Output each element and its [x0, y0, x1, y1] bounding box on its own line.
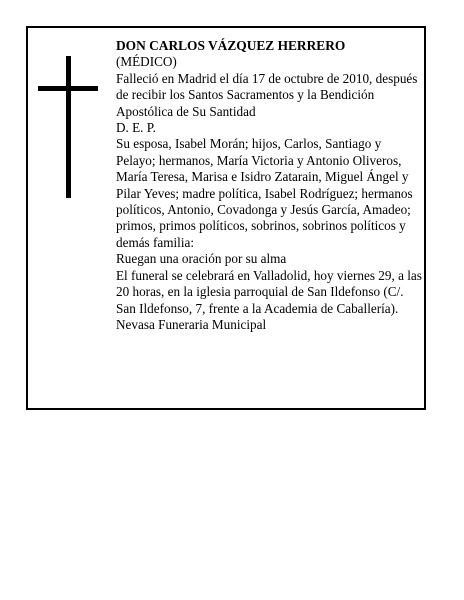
death-info: Falleció en Madrid el día 17 de octubre de 2010, después de recibir los Santos Sacramentos y la Bendición Apostólica de Su Santidad [116, 70, 418, 119]
family-list: Su esposa, Isabel Morán; hijos, Carlos, Santiago y Pelayo; hermanos, María Victoria y Antonio Oliveros, María Teresa, Marisa e Isidro Zatarain, Miguel Ángel y Pilar Yeves; madre política, Isabel Rodríguez; hermanos políticos, Antonio, Covadonga y Jesús García, Amadeo; primos, primos políticos, sobrinos, sobrinos políticos y demás familia: [116, 136, 413, 250]
deceased-name: DON CARLOS VÁZQUEZ HERRERO [116, 38, 346, 53]
cross-vertical-bar [66, 56, 71, 198]
rip-text: D. E. P. [116, 120, 156, 136]
prayer-request: Ruegan una oración por su alma [116, 251, 287, 267]
notice-text [116, 38, 422, 333]
deceased-profession: (MÉDICO) [116, 54, 177, 70]
funeral-home: Nevasa Funeraria Municipal [116, 316, 267, 332]
obituary-notice [26, 26, 426, 410]
latin-cross-icon [38, 56, 98, 198]
funeral-info: El funeral se celebrará en Valladolid, hoy viernes 29, a las 20 horas, en la iglesia parroquial de San Ildefonso (C/. San Ildefonso, 7, frente a la Academia de Caballería). [116, 267, 422, 316]
cross-horizontal-bar [38, 86, 98, 91]
